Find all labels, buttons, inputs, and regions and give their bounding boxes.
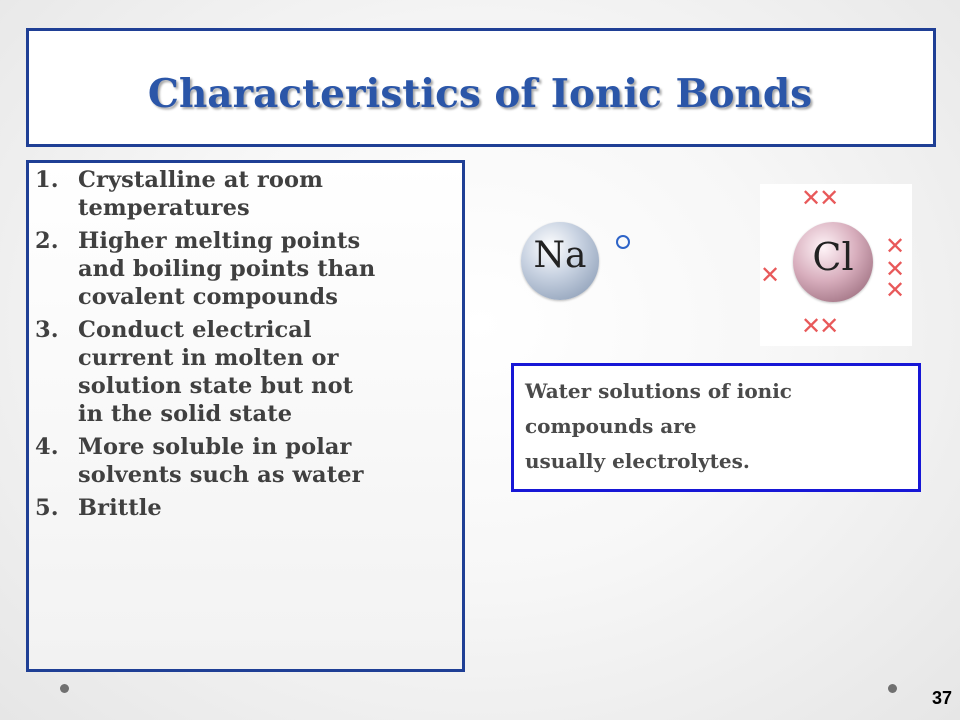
item-text bbox=[78, 316, 460, 428]
item-line: in the solid state bbox=[78, 401, 293, 427]
electron-x-icon: ✕ bbox=[885, 232, 904, 260]
footer-dot-right bbox=[888, 684, 897, 693]
item-line: covalent compounds bbox=[78, 284, 338, 310]
valence-electron-circle-icon bbox=[616, 235, 630, 249]
sodium-symbol: Na bbox=[533, 235, 587, 276]
electron-x-icon: ✕ bbox=[885, 255, 904, 283]
item-number: 5. bbox=[35, 495, 59, 521]
electron-pair-x-icon: ✕✕ bbox=[801, 312, 838, 340]
page-number: 37 bbox=[932, 688, 953, 708]
note-line: usually electrolytes. bbox=[525, 449, 750, 473]
chlorine-symbol: Cl bbox=[812, 235, 854, 279]
item-line: solvents such as water bbox=[78, 462, 364, 488]
properties-list bbox=[35, 166, 460, 527]
item-line: Crystalline at room bbox=[78, 167, 324, 193]
item-line: Conduct electrical bbox=[78, 317, 312, 343]
item-line: current in molten or bbox=[78, 345, 339, 371]
item-text bbox=[78, 494, 460, 522]
item-number: 3. bbox=[35, 317, 59, 343]
list-item bbox=[35, 316, 460, 428]
item-line: Higher melting points bbox=[78, 228, 361, 254]
item-text bbox=[78, 433, 460, 489]
item-number: 2. bbox=[35, 228, 59, 254]
item-line: More soluble in polar bbox=[78, 434, 352, 460]
item-number: 4. bbox=[35, 434, 59, 460]
item-line: Brittle bbox=[78, 495, 162, 521]
item-text bbox=[78, 227, 460, 311]
item-line: solution state but not bbox=[78, 373, 354, 399]
footer-dot-left bbox=[60, 684, 69, 693]
item-number: 1. bbox=[35, 167, 59, 193]
note-line: Water solutions of ionic bbox=[525, 379, 792, 403]
electron-x-icon: ✕ bbox=[885, 276, 904, 304]
electron-x-icon: ✕ bbox=[760, 261, 779, 289]
electrolyte-note bbox=[525, 374, 915, 479]
list-item bbox=[35, 494, 460, 522]
list-item bbox=[35, 227, 460, 311]
item-text bbox=[78, 166, 460, 222]
item-line: temperatures bbox=[78, 195, 250, 221]
item-line: and boiling points than bbox=[78, 256, 376, 282]
electron-pair-x-icon: ✕✕ bbox=[801, 184, 838, 212]
list-item bbox=[35, 433, 460, 489]
slide-title: Characteristics of Ionic Bonds bbox=[147, 71, 813, 117]
note-line: compounds are bbox=[525, 414, 697, 438]
list-item bbox=[35, 166, 460, 222]
